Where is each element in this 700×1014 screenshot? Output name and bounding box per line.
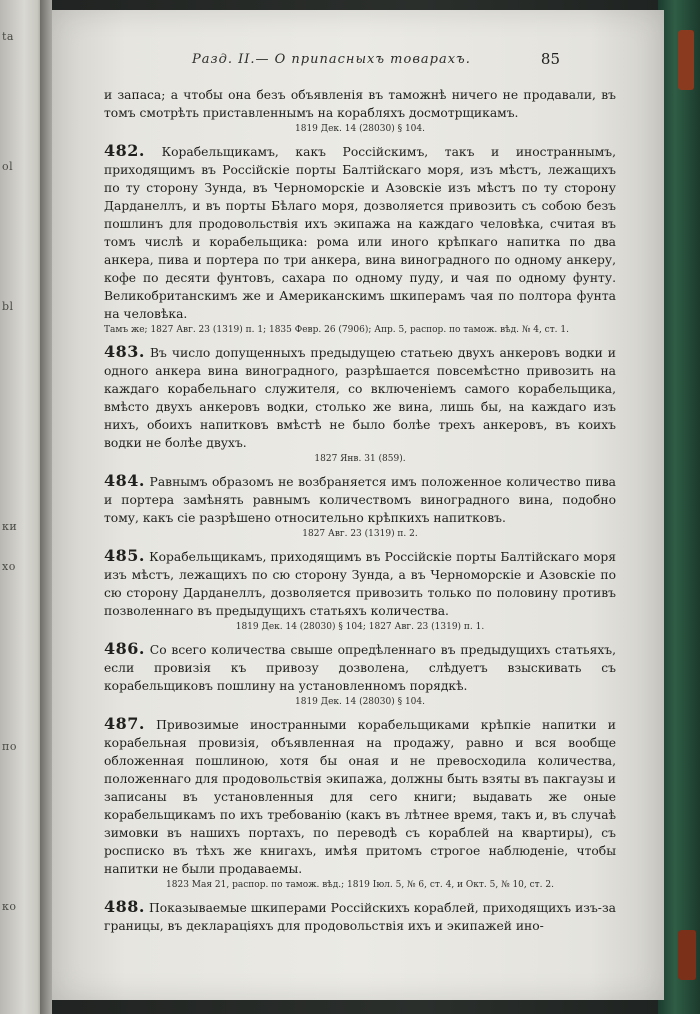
article-number: 483. [104,342,145,361]
intro-paragraph: и запаса; а чтобы она безъ объявленія въ таможнѣ ничего не продавали, въ томъ смотрѣть приставленнымъ на корабляхъ досмотрщикамъ. [104,88,616,120]
citation: 1827 Авг. 23 (1319) п. 2. [302,529,418,539]
page-number: 85 [540,50,560,68]
citation: Тамъ же; 1827 Авг. 23 (1319) п. 1; 1835 Февр. 26 (7906); Апр. 5, распор. по тамож. вѣд. № 4, ст. 1. [104,325,569,335]
citation: 1823 Мая 21, распор. по тамож. вѣд.; 1819 Іюл. 5, № 6, ст. 4, и Окт. 5, № 10, ст. 2. [166,880,554,890]
facing-page-text: ко [2,900,17,913]
citation: 1827 Янв. 31 (859). [314,454,406,464]
book-gutter [40,0,52,1014]
book-binding [658,0,700,1014]
citation: 1819 Дек. 14 (28030) § 104. [295,124,425,134]
binding-corner [678,930,696,980]
article-482 [104,142,616,337]
facing-page-text: bl [2,300,14,313]
article-text: Привозимые иностранными корабельщиками крѣпкіе напитки и корабельная провизія, объявленная на продажу, равно и вся вообще обложенная пошлиною, хотя бы оная и не превосходила количества, положеннаго для продовольствія экипажа, должны быть взяты въ пакгаузы и записаны въ установленныя для сего книги; выдавать же оные корабельщикамъ по ихъ требованію (какъ въ лѣтнее время, такъ и, въ случаѣ зимовки въ нашихъ портахъ, по переводѣ съ кораблей на квартиры), съ росписко въ тѣхъ же книгахъ, имѣя притомъ строгое наблюденіе, чтобы напитки не были продаваемы. [104,718,616,876]
citation: 1819 Дек. 14 (28030) § 104. [295,697,425,707]
article-483 [104,343,616,466]
book-page [52,10,664,1000]
article-number: 487. [104,714,145,733]
article-488 [104,898,616,935]
facing-page-text: ol [2,160,14,173]
binding-corner [678,30,694,90]
article-number: 484. [104,471,145,490]
article-text: Корабельщикамъ, приходящимъ въ Россійскіе порты Балтійскаго моря изъ мѣстъ, лежащихъ по сю сторону Зунда, а въ Черноморскіе и Азовскіе по сю сторону Дарданеллъ, дозволяется привозить только по половину противъ позволеннаго въ предыдущихъ статьяхъ количества. [104,550,616,618]
article-text: Корабельщикамъ, какъ Россійскимъ, такъ и иностраннымъ, приходящимъ въ Россійскіе порты Балтійскаго моря, изъ мѣстъ, лежащихъ по ту сторону Зунда, въ Черноморскіе и Азовскіе изъ мѣстъ по ту сторону Дарданеллъ, и въ порты Бѣлаго моря, дозволяется привозить съ собою безъ пошлинъ для продовольствія ихъ экипажа на каждаго человѣка, считая въ томъ числѣ и корабельщика: рома или иного крѣпкаго напитка по два анкера, пива и портера по три анкера, вина виноградного по одному анкеру, кофе по десяти фунтовъ, сахара по одному пуду, и чая по одному фунту. Великобританскимъ же и Американскимъ шкиперамъ чая по полтора фунта на человѣка. [104,145,616,321]
article-text: Со всего количества свыше опредѣленнаго въ предыдущихъ статьяхъ, если провизія къ привозу дозволена, слѣдуетъ взыскивать съ корабельщиковъ пошлину на установленномъ порядкѣ. [104,643,616,693]
article-number: 488. [104,897,145,916]
article-486 [104,640,616,709]
facing-page-text: ta [2,30,14,43]
article-number: 486. [104,639,145,658]
facing-page-edge [0,0,44,1014]
article-485 [104,547,616,634]
page-body [104,86,616,935]
article-text: Въ число допущенныхъ предыдущею статьею двухъ анкеровъ водки и одного анкера вина виноградного, разрѣшается повсемѣстно привозить на каждаго корабельнаго служителя, со включеніемъ самого корабельщика, вмѣсто двухъ анкеровъ водки, столько же вина, лишь бы, на каждаго изъ нихъ, обоихъ напитковъ вмѣстѣ не было болѣе трехъ анкеровъ, въ коихъ водки не болѣе двухъ. [104,346,616,450]
article-487 [104,715,616,892]
citation: 1819 Дек. 14 (28030) § 104; 1827 Авг. 23 (1319) п. 1. [235,622,485,632]
article-text: Равнымъ образомъ не возбраняется имъ положенное количество пива и портера замѣнять равнымъ количествомъ виноградного вина, подобно тому, какъ сіе разрѣшено относительно крѣпкихъ напитковъ. [104,475,616,525]
facing-page-text: хо [2,560,16,573]
running-title: Разд. II.— О припасныхъ товарахъ. [192,52,471,67]
facing-page-text: по [2,740,17,753]
facing-page-text: ки [2,520,18,533]
article-number: 482. [104,141,145,160]
article-text: Показываемые шкиперами Россійскихъ кораблей, приходящихъ изъ-за границы, въ деклараціяхъ для продовольствія ихъ и экипажей ино- [104,901,616,933]
article-484 [104,472,616,541]
article-number: 485. [104,546,145,565]
